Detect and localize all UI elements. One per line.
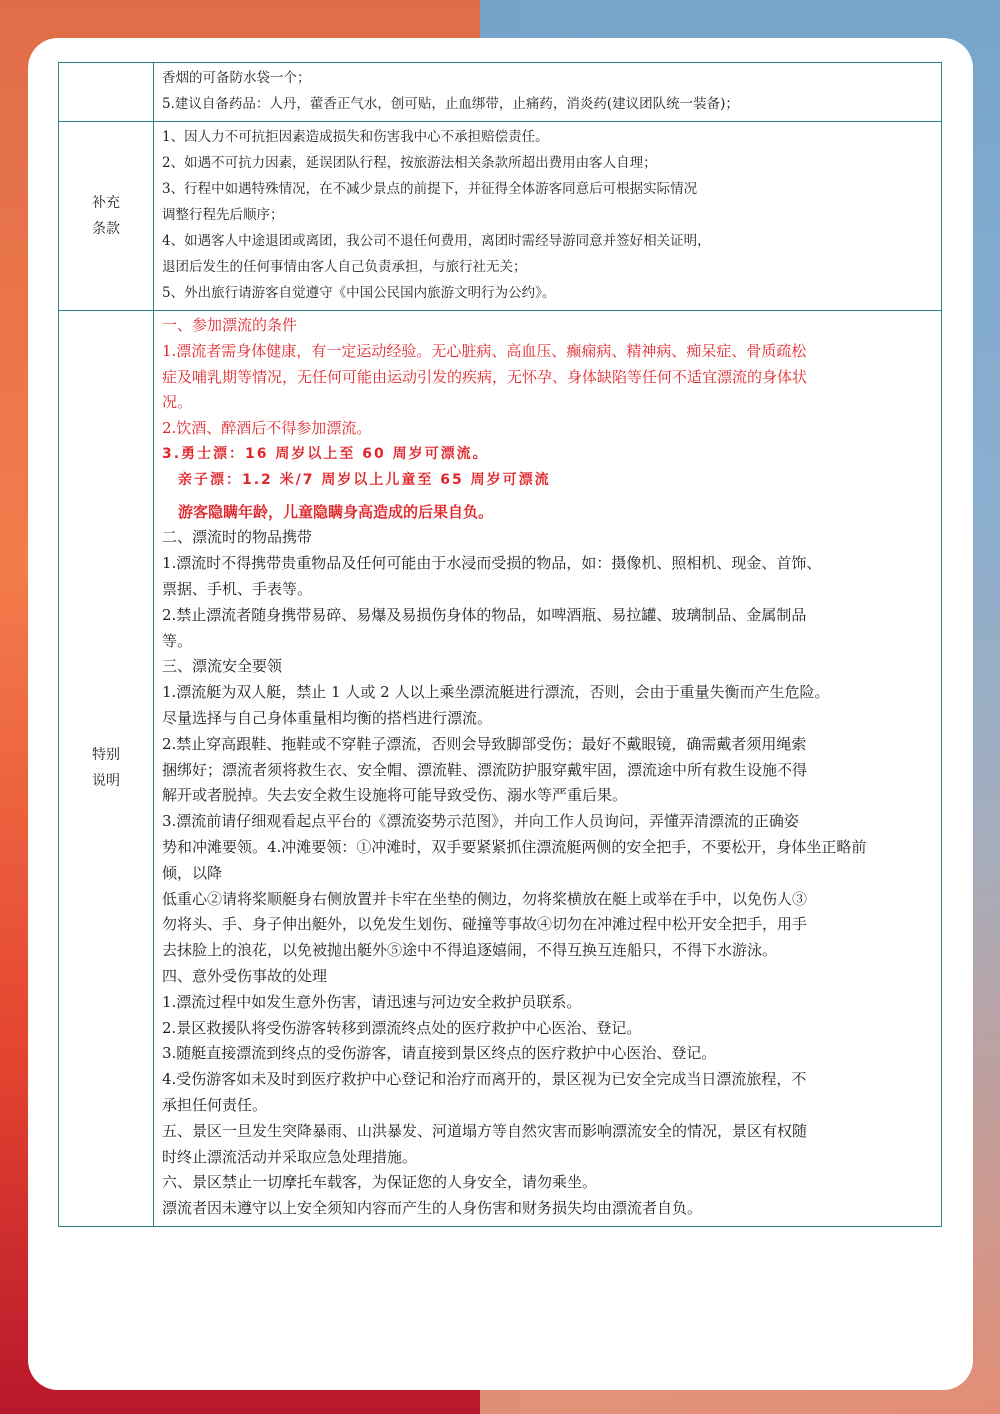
table-row-supplies	[59, 63, 942, 122]
red-text-line: 2.饮酒、醉酒后不得参加漂流。	[162, 419, 372, 438]
text-line: 2.禁止漂流者随身携带易碎、易爆及易损伤身体的物品，如啤酒瓶、易拉罐、玻璃制品、金属制品	[162, 605, 807, 624]
row-content-supplementary-terms	[154, 122, 942, 311]
red-text-line: 1.漂流者需身体健康，有一定运动经验。无心脏病、高血压、癫痫病、精神病、痴呆症、骨质疏松	[162, 341, 807, 360]
text-line: 1.漂流艇为双人艇，禁止 1 人或 2 人以上乘坐漂流艇进行漂流，否则，会由于重量失衡而产生危险。	[162, 683, 830, 702]
text-line: 四、意外受伤事故的处理	[162, 966, 328, 985]
text-line: 1.漂流时不得携带贵重物品及任何可能由于水浸而受损的物品，如：摄像机、照相机、现金、首饰、	[162, 554, 822, 573]
text-line: 香烟的可备防水袋一个；	[162, 70, 311, 86]
red-text-line: 一、参加漂流的条件	[162, 316, 298, 334]
label-line: 特别	[92, 747, 120, 764]
row-label-special-notes	[59, 311, 154, 1227]
itinerary-table	[58, 62, 942, 1227]
text-line: 4、如遇客人中途退团或离团，我公司不退任何费用，离团时需经导游同意并签好相关证明，	[162, 233, 711, 249]
red-text-line: 况。	[162, 393, 193, 412]
text-line: 捆绑好；漂流者须将救生衣、安全帽、漂流鞋、漂流防护服穿戴牢固，漂流途中所有救生设施不得	[162, 760, 808, 779]
text-line: 4.受伤游客如未及时到医疗救护中心登记和治疗而离开的，景区视为已安全完成当日漂流旅程，不	[162, 1070, 807, 1089]
text-line: 票据、手机、手表等。	[162, 579, 313, 598]
table-row-special-notes	[59, 311, 942, 1227]
row-label-empty	[59, 63, 154, 122]
text-line: 1、因人力不可抗拒因素造成损失和伤害我中心不承担赔偿责任。	[162, 129, 549, 145]
text-line: 调整行程先后顺序；	[162, 207, 284, 223]
text-line: 势和冲滩要领。4.冲滩要领：①冲滩时，双手要紧紧抓住漂流艇两侧的安全把手，不要松开，身体坐正略前	[162, 837, 867, 856]
text-line: 3.随艇直接漂流到终点的受伤游客，请直接到景区终点的医疗救护中心医治、登记。	[162, 1044, 717, 1063]
text-line: 1.漂流过程中如发生意外伤害，请迅速与河边安全救护员联系。	[162, 992, 582, 1011]
brave-rafting-age: 3.勇士漂：16 周岁以上至 60 周岁可漂流。	[162, 445, 489, 462]
text-line: 5.建议自备药品：人丹，藿香正气水，创可贴，止血绑带，止痛药，消炎药(建议团队统一装备)；	[162, 96, 739, 112]
text-line: 三、漂流安全要领	[162, 657, 283, 676]
text-line: 勿将头、手、身子伸出艇外，以免发生划伤、碰撞等事故④切勿在冲滩过程中松开安全把手，用手	[162, 915, 808, 934]
text-line: 承担任何责任。	[162, 1095, 268, 1114]
red-text-line: 症及哺乳期等情况，无任何可能由运动引发的疾病，无怀孕、身体缺陷等任何不适宜漂流的身体状	[162, 367, 808, 386]
text-line: 解开或者脱掉。失去安全救生设施将可能导致受伤、溺水等严重后果。	[162, 786, 628, 805]
family-rafting-age: 亲子漂：1.2 米/7 周岁以上儿童至 65 周岁可漂流	[178, 471, 551, 488]
text-line: 退团后发生的任何事情由客人自己负责承担，与旅行社无关；	[162, 259, 527, 275]
label-line: 条款	[92, 221, 120, 237]
text-line: 2.景区救援队将受伤游客转移到漂流终点处的医疗救护中心医治、登记。	[162, 1018, 642, 1037]
concealment-warning: 游客隐瞒年龄，儿童隐瞒身高造成的后果自负。	[178, 502, 494, 521]
text-line: 5、外出旅行请游客自觉遵守《中国公民国内旅游文明行为公约》。	[162, 285, 556, 301]
label-line: 补充	[92, 195, 120, 211]
text-line: 六、景区禁止一切摩托车载客，为保证您的人身安全，请勿乘坐。	[162, 1173, 598, 1192]
text-line: 五、景区一旦发生突降暴雨、山洪暴发、河道塌方等自然灾害而影响漂流安全的情况，景区有权随	[162, 1121, 808, 1140]
row-label-supplementary-terms	[59, 122, 154, 311]
text-line: 倾，以降	[162, 863, 223, 882]
text-line: 等。	[162, 631, 193, 650]
text-line: 去抹脸上的浪花，以免被抛出艇外⑤途中不得追逐嬉闹，不得互换互连船只，不得下水游泳。	[162, 941, 778, 960]
text-line: 时终止漂流活动并采取应急处理措施。	[162, 1147, 418, 1166]
text-line: 低重心②请将桨顺艇身右侧放置并卡牢在坐垫的侧边，勿将桨横放在艇上或举在手中，以免伤人③	[162, 889, 808, 908]
table-row-supplementary-terms	[59, 122, 942, 311]
text-line: 3、行程中如遇特殊情况，在不减少景点的前提下，并征得全体游客同意后可根据实际情况	[162, 181, 698, 197]
text-line: 二、漂流时的物品携带	[162, 528, 313, 547]
row-content-supplies	[154, 63, 942, 122]
text-line: 3.漂流前请仔细观看起点平台的《漂流姿势示范图》，并向工作人员询问，弄懂弄清漂流的正确姿	[162, 812, 799, 831]
text-line: 漂流者因未遵守以上安全须知内容而产生的人身伤害和财务损失均由漂流者自负。	[162, 1199, 703, 1218]
text-line: 尽量选择与自己身体重量相均衡的搭档进行漂流。	[162, 708, 493, 727]
row-content-special-notes	[154, 311, 942, 1227]
text-line: 2、如遇不可抗力因素，延误团队行程，按旅游法相关条款所超出费用由客人自理；	[162, 155, 657, 171]
text-line: 2.禁止穿高跟鞋、拖鞋或不穿鞋子漂流，否则会导致脚部受伤；最好不戴眼镜，确需戴者须用绳索	[162, 734, 807, 753]
label-line: 说明	[92, 773, 120, 790]
